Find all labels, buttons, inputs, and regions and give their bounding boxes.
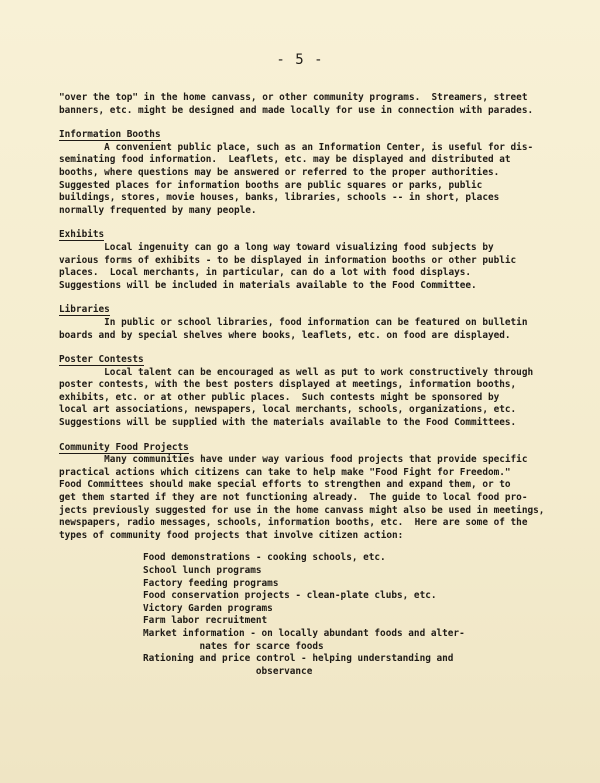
- list-item: Factory feeding programs: [143, 577, 279, 589]
- section-exhibits: [59, 229, 569, 292]
- list-item: School lunch programs: [143, 565, 262, 576]
- list-item: Food demonstrations - cooking schools, etc.: [143, 552, 386, 564]
- section-heading: Libraries: [59, 304, 110, 316]
- list-item: Food conservation projects - clean-plate clubs, etc.: [143, 590, 437, 602]
- page-number: - 5 -: [276, 52, 324, 68]
- list-item: Market information - on locally abundant foods and alter- nates for scarce foods: [143, 627, 465, 652]
- section-information-booths: [59, 129, 569, 217]
- section-heading: Community Food Projects: [59, 441, 189, 453]
- section-heading: Exhibits: [59, 229, 105, 241]
- intro-paragraph: "over the top" in the home canvass, or other community programs. Streamers, street banners, etc. might be designed and made locally for use in connection with parades.: [59, 92, 534, 116]
- section-body: A convenient public place, such as an Information Center, is useful for dis- seminating food information. Leaflets, etc. may be displayed and distributed at booths, where questions may be answered or referred to the proper authorities. Suggested places for information booths are public squares or parks, public buildings, stores, movie houses, banks, libraries, schools -- in short, places normally frequented by many people.: [59, 141, 534, 216]
- project-list: [143, 552, 569, 678]
- section-heading: Poster Contests: [59, 354, 144, 366]
- section-body: Many communities have under way various food projects that provide specific practical actions which citizens can take to help make "Food Fight for Freedom." Food Committees should make special efforts to strengthen and expand them, or to get them started if they are not functioning already. The guide to local food pro- jects previously suggested for use in the home canvass might also be used in meetings, newspapers, radio messages, schools, information booths, etc. Here are some of the types of community food projects that involve citizen action:: [59, 454, 545, 541]
- section-body: In public or school libraries, food information can be featured on bulletin boards and by special shelves where books, leaflets, etc. on food are displayed.: [59, 316, 528, 341]
- document-body: [59, 92, 569, 678]
- section-heading: Information Booths: [59, 129, 161, 141]
- section-libraries: [59, 304, 569, 342]
- list-item: Farm labor recruitment: [143, 615, 268, 627]
- section-community-food-projects: [59, 442, 569, 679]
- section-poster-contests: [59, 354, 569, 430]
- section-body: Local talent can be encouraged as well as put to work constructively through poster contests, with the best posters displayed at meetings, information booths, exhibits, etc. or at other public places. Such contests might be sponsored by local art associations, newspapers, local merchants, schools, organizations, etc. Suggestions will be supplied with the materials available to the Food Committees.: [59, 366, 534, 429]
- list-item: Victory Garden programs: [143, 602, 273, 614]
- section-body: Local ingenuity can go a long way toward visualizing food subjects by various forms of exhibits - to be displayed in information booths or other public places. Local merchants, in particular, can do a lot with food displays. Suggestions will be included in materials available to the Food Committee.: [59, 241, 517, 291]
- list-item: Rationing and price control - helping understanding and observance: [143, 653, 454, 677]
